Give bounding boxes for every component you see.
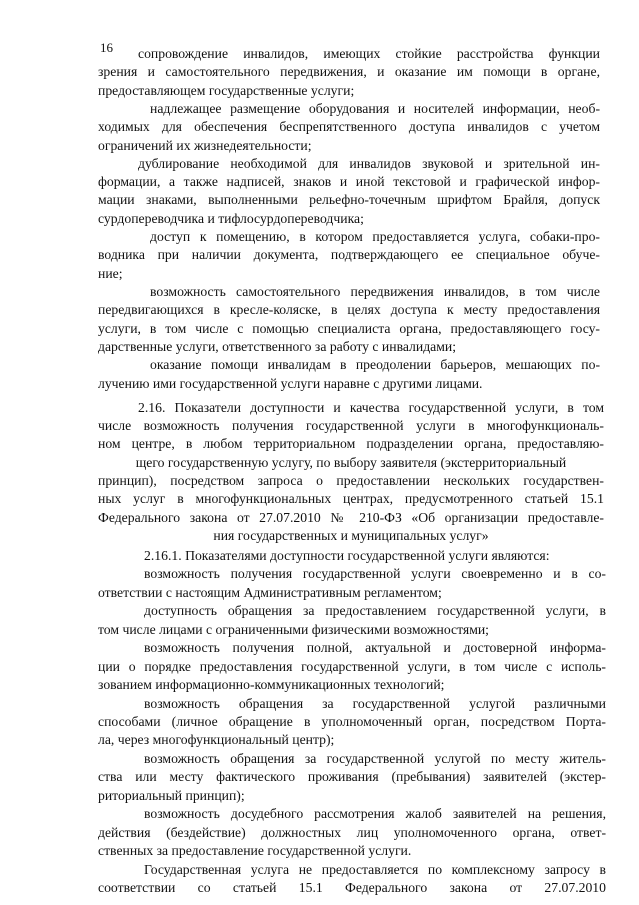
text-line: ства или месту фактического проживания (пребывания) заявителей (экстер-	[98, 769, 606, 784]
text-line: ла, через многофункциональный центр);	[98, 732, 335, 747]
text-line: услуги, в том числе с помощью специалиста органа, предоставляющего госу-	[98, 321, 600, 336]
text-line: действия (бездействие) должностных лиц уполномоченного органа, ответ-	[98, 825, 606, 840]
text-line: ственных за предоставление государственной услуги.	[98, 843, 412, 858]
text-line: зованием информационно-коммуникационных технологий;	[98, 677, 445, 692]
text-line: доступ к помещению, в котором предоставляется услуга, собаки-про-	[150, 229, 600, 244]
text-line: Федерального закона от 27.07.2010 № 210-ФЗ «Об организации предоставле-	[98, 510, 604, 525]
text-line: ходимых для обеспечения беспрепятственного доступа инвалидов с учетом	[98, 119, 600, 134]
text-line: сопровождение инвалидов, имеющих стойкие расстройства функции	[138, 46, 600, 61]
text-line: надлежащее размещение оборудования и носителей информации, необ-	[150, 101, 600, 116]
text-line: формации, а также надписей, знаков и иной текстовой и графической инфор-	[98, 174, 600, 189]
text-line: ции о порядке предоставления государственной услуги, в том числе с исполь-	[98, 659, 606, 674]
text-line: соответствии со статьей 15.1 Федерального закона от 27.07.2010	[98, 880, 606, 895]
text-line: водника при наличии документа, подтверждающего ее специальное обуче-	[98, 247, 600, 262]
text-line: дублирование необходимой для инвалидов звуковой и зрительной ин-	[138, 156, 600, 171]
text-line: доступность обращения за предоставлением государственной услуги, в	[144, 603, 606, 618]
text-line: возможность получения государственной услуги своевременно и в со-	[144, 566, 606, 581]
text-line: ние;	[98, 266, 123, 281]
text-line: том числе лицами с ограниченными физическими возможностями;	[98, 622, 489, 637]
text-line: ограничений их жизнедеятельности;	[98, 138, 312, 153]
text-line: Государственная услуга не предоставляется по комплексному запросу в	[144, 862, 606, 877]
text-line: мации знаками, выполненными рельефно-точечным шрифтом Брайля, допуск	[98, 192, 600, 207]
text-line: зрения и самостоятельного передвижения, и оказание им помощи в органе,	[98, 64, 600, 79]
text-line: 2.16.1. Показателями доступности государственной услуги являются:	[144, 548, 550, 563]
text-line: ния государственных и муниципальных услуг»	[213, 528, 489, 543]
text-line: возможность досудебного рассмотрения жалоб заявителей на решения,	[144, 806, 606, 821]
text-line: риториальный принцип);	[98, 788, 245, 803]
text-line: оказание помощи инвалидам в преодолении барьеров, мешающих по-	[150, 357, 600, 372]
text-line: предоставляющем государственные услуги;	[98, 83, 355, 98]
text-line: ответствии с настоящим Административным регламентом;	[98, 585, 442, 600]
text-line: 2.16. Показатели доступности и качества государственной услуги, в том	[138, 400, 604, 415]
text-line: щего государственную услугу, по выбору заявителя (экстерриториальный	[135, 455, 567, 470]
text-line: ных услуг в многофункциональных центрах, предусмотренного статьей 15.1	[98, 491, 604, 506]
text-line: передвигающихся в кресле-коляске, в целях доступа к месту предоставления	[98, 302, 600, 317]
text-line: возможность получения полной, актуальной и достоверной информа-	[144, 640, 606, 655]
text-line: ном центре, в любом территориальном подразделении органа, предоставляю-	[98, 436, 604, 451]
text-line: принцип), посредством запроса о предоставлении нескольких государствен-	[98, 473, 604, 488]
text-line: возможность обращения за государственной услугой по месту житель-	[144, 751, 606, 766]
text-line: дарственные услуги, ответственного за работу с инвалидами;	[98, 339, 457, 354]
text-line: числе возможность получения государственной услуги в многофункциональ-	[98, 418, 604, 433]
text-line: возможность обращения за государственной услугой различными	[144, 696, 606, 711]
text-line: лучению ими государственной услуги наравне с другими лицами.	[98, 376, 483, 391]
text-line: способами (личное обращение в уполномоченный орган, посредством Порта-	[98, 714, 606, 729]
text-line: сурдопереводчика и тифлосурдопереводчика;	[98, 211, 364, 226]
text-line: возможность самостоятельного передвижения инвалидов, в том числе	[150, 284, 600, 299]
page-number: 16	[100, 40, 113, 55]
